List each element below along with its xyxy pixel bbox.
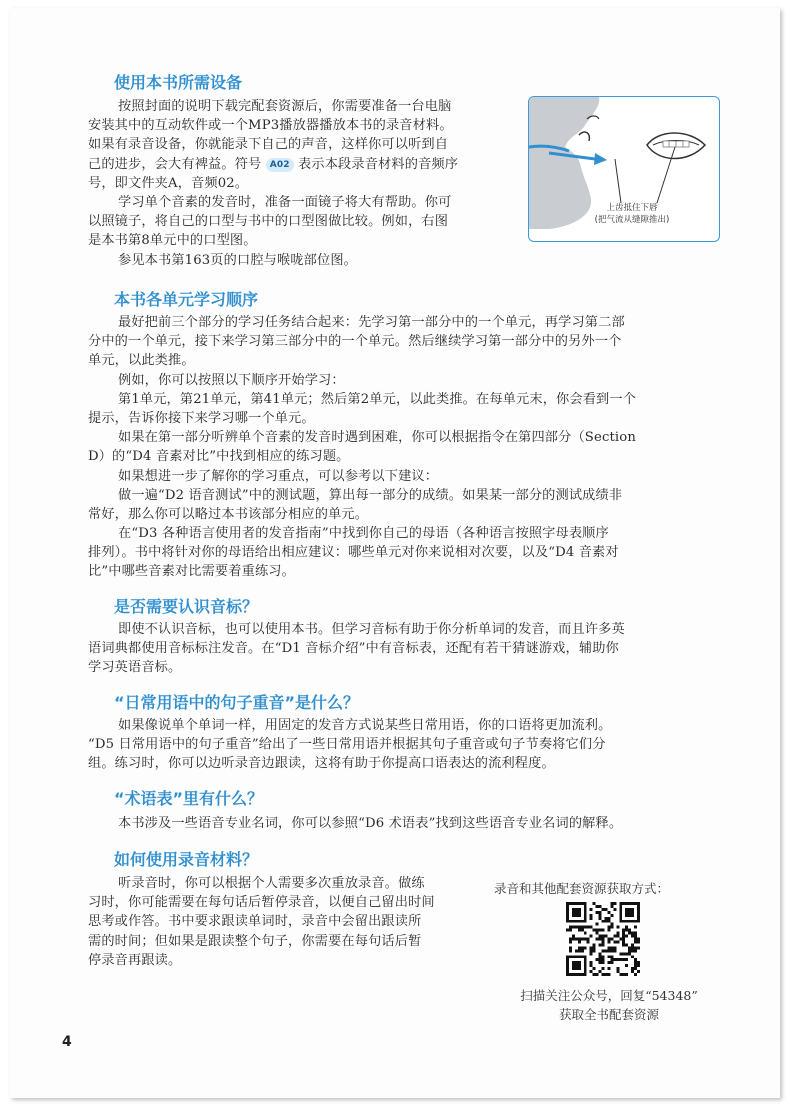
text-line: 分中的一个单元，接下来学习第三部分中的一个单元。然后继续学习第一部分中的另外一个 bbox=[88, 334, 622, 350]
paragraph-glossary bbox=[118, 814, 622, 833]
text-line: 提示，告诉你接下来学习哪一个单元。 bbox=[88, 410, 315, 426]
heading-glossary: “术语表”里有什么？ bbox=[114, 789, 264, 808]
text-line: 学习英语音标。 bbox=[88, 660, 182, 676]
text-line: 学习单个音素的发音时，准备一面镜子将大有帮助。你可 bbox=[118, 194, 452, 210]
text-line: 停录音再跟读。 bbox=[88, 952, 182, 968]
text-line: 如果像说单个单词一样，用固定的发音方式说某些日常用语，你的口语将更加流利。 bbox=[118, 718, 612, 733]
text-line: “D5 日常用语中的句子重音”给出了一些日常用语并根据其句子重音或句子节奏将它们分 bbox=[88, 737, 606, 753]
text-line: 按照封面的说明下载完配套资源后，你需要准备一台电脑 bbox=[118, 99, 452, 114]
text-line: 习时，你可能需要在每句话后暂停录音，以便自己留出时间 bbox=[88, 895, 435, 911]
text-line: 在“D3 各种语言使用者的发音指南”中找到你自己的母语（各种语言按照字母表顺序 bbox=[118, 526, 609, 542]
qr-note-line: 获取全书配套资源 bbox=[558, 1007, 659, 1022]
heading-phonetics: 是否需要认识音标？ bbox=[114, 597, 259, 616]
text-line: 语词典都使用音标标注发音。在“D1 音标介绍”中有音标表，还配有若干猜谜游戏，辅助你 bbox=[88, 641, 619, 657]
text-line: 即使不认识音标，也可以使用本书。但学习音标有助于你分析单词的发音，而且许多英 bbox=[118, 622, 625, 637]
text-fragment: 表示本段录音材料的音频序 bbox=[298, 156, 459, 172]
page-number: 4 bbox=[62, 1034, 72, 1050]
text-line: 安装其中的互动软件或一个MP3播放器播放本书的录音材料。 bbox=[88, 118, 453, 134]
text-line: 单元，以此类推。 bbox=[88, 353, 195, 369]
audio-icon: A02 bbox=[266, 158, 294, 172]
paragraph-stress bbox=[88, 716, 612, 774]
paragraph-phonetics bbox=[88, 620, 625, 678]
text-line: 比”中哪些音素对比需要着重练习。 bbox=[88, 564, 295, 580]
text-line: D）的“D4 音素对比”中找到相应的练习题。 bbox=[88, 449, 350, 465]
text-line: 以照镜子，将自己的口型与书中的口型图做比较。例如，右图 bbox=[88, 214, 449, 230]
text-fragment: 己的进步，会大有裨益。符号 bbox=[88, 156, 262, 172]
text-line: 是本书第8单元中的口型图。 bbox=[88, 233, 257, 249]
text-line: 本书涉及一些语音专业名词，你可以参照“D6 术语表”找到这些语音专业名词的解释。 bbox=[118, 816, 623, 831]
text-line: 思考或作答。书中要求跟读单词时，录音中会留出跟读所 bbox=[88, 914, 422, 930]
text-line: 常好，那么你可以略过本书该部分相应的单元。 bbox=[88, 506, 369, 522]
text-line bbox=[88, 155, 458, 174]
text-line: 参见本书第163页的口腔与喉咙部位图。 bbox=[118, 252, 358, 268]
qr-note bbox=[478, 986, 740, 1024]
text-line: 组。练习时，你可以边听录音边跟读，这将有助于你提高口语表达的流利程度。 bbox=[88, 756, 555, 772]
caption-line: (把气流从缝隙推出) bbox=[594, 215, 670, 225]
heading-order: 本书各单元学习顺序 bbox=[114, 290, 259, 309]
text-line: 最好把前三个部分的学习任务结合起来：先学习第一部分中的一个单元，再学习第二部 bbox=[118, 315, 625, 330]
paragraph-order bbox=[88, 313, 637, 582]
text-line: 需的时间；但如果是跟读整个句子，你需要在每句话后暂 bbox=[88, 933, 422, 949]
text-line: 如果有录音设备，你就能录下自己的声音，这样你可以听到自 bbox=[88, 137, 449, 153]
heading-stress: “日常用语中的句子重音”是什么？ bbox=[114, 693, 360, 712]
qr-code-icon[interactable] bbox=[566, 902, 640, 976]
qr-title: 录音和其他配套资源获取方式： bbox=[494, 881, 670, 896]
text-line: 例如，你可以按照以下顺序开始学习： bbox=[118, 372, 345, 388]
text-line: 如果在第一部分听辨单个音素的发音时遇到困难，你可以根据指令在第四部分（Section bbox=[118, 430, 637, 446]
figure-caption bbox=[572, 202, 692, 226]
text-line: 做一遍“D2 语音测试”中的测试题，算出每一部分的成绩。如果某一部分的测试成绩非 bbox=[118, 487, 623, 503]
heading-equipment: 使用本书所需设备 bbox=[114, 73, 243, 92]
paragraph-equipment bbox=[88, 97, 459, 270]
heading-recordings: 如何使用录音材料？ bbox=[114, 850, 259, 869]
text-line: 号，即文件夹A，音频02。 bbox=[88, 175, 249, 191]
text-line: 听录音时，你可以根据个人需要多次重放录音。做练 bbox=[118, 876, 425, 891]
qr-note-line: 扫描关注公众号，回复“54348” bbox=[520, 988, 698, 1003]
paragraph-recordings bbox=[88, 874, 435, 970]
text-line: 第1单元，第21单元，第41单元；然后第2单元，以此类推。在每单元末，你会看到一个 bbox=[118, 391, 637, 407]
caption-line: 上齿抵住下唇 bbox=[606, 203, 658, 213]
text-line: 如果想进一步了解你的学习重点，可以参考以下建议： bbox=[118, 468, 439, 484]
text-line: 排列）。书中将针对你的母语给出相应建议：哪些单元对你来说相对次要，以及“D4 音素对 bbox=[88, 545, 619, 561]
